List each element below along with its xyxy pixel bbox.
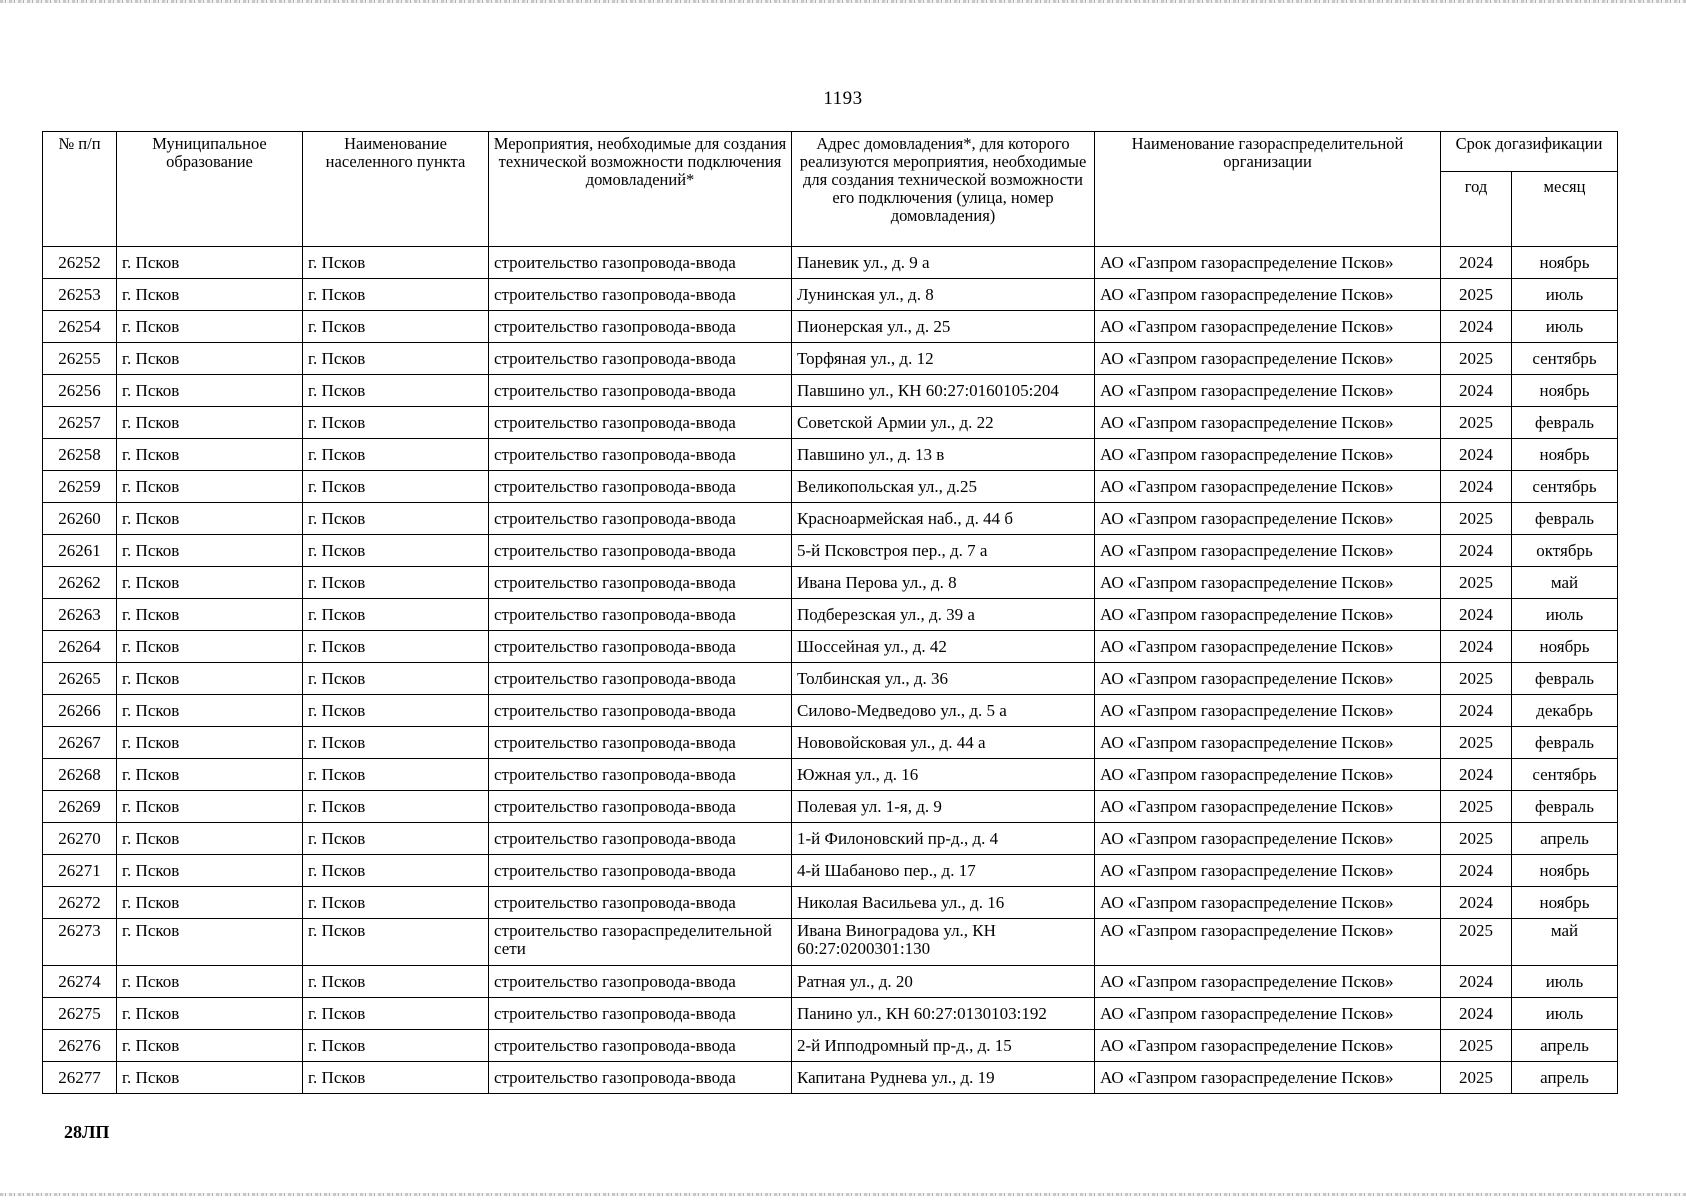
cell-year: 2024 <box>1441 966 1512 998</box>
table-body <box>43 247 1618 1094</box>
cell-month: апрель <box>1512 1030 1618 1062</box>
table-row <box>43 887 1618 919</box>
cell-month: июль <box>1512 279 1618 311</box>
cell-measure: строительство газопровода-ввода <box>489 567 792 599</box>
cell-measure: строительство газопровода-ввода <box>489 887 792 919</box>
cell-month: октябрь <box>1512 535 1618 567</box>
cell-settlement: г. Псков <box>303 503 489 535</box>
page-number: 1193 <box>823 88 863 109</box>
cell-settlement: г. Псков <box>303 998 489 1030</box>
cell-address: Капитана Руднева ул., д. 19 <box>792 1062 1095 1094</box>
cell-organization: АО «Газпром газораспределение Псков» <box>1095 343 1441 375</box>
cell-address: Подберезская ул., д. 39 а <box>792 599 1095 631</box>
cell-month: апрель <box>1512 1062 1618 1094</box>
cell-address: Ивана Виноградова ул., КН 60:27:0200301:130 <box>792 919 1095 966</box>
cell-num: 26266 <box>43 695 117 727</box>
cell-settlement: г. Псков <box>303 1062 489 1094</box>
col-header-year: год <box>1441 172 1512 247</box>
cell-organization: АО «Газпром газораспределение Псков» <box>1095 823 1441 855</box>
cell-num: 26264 <box>43 631 117 663</box>
table-row <box>43 919 1618 966</box>
cell-year: 2024 <box>1441 599 1512 631</box>
cell-settlement: г. Псков <box>303 279 489 311</box>
cell-settlement: г. Псков <box>303 727 489 759</box>
cell-year: 2024 <box>1441 535 1512 567</box>
cell-settlement: г. Псков <box>303 407 489 439</box>
cell-measure: строительство газопровода-ввода <box>489 439 792 471</box>
cell-municipality: г. Псков <box>117 471 303 503</box>
cell-municipality: г. Псков <box>117 823 303 855</box>
cell-month: февраль <box>1512 727 1618 759</box>
cell-year: 2024 <box>1441 471 1512 503</box>
cell-organization: АО «Газпром газораспределение Псков» <box>1095 998 1441 1030</box>
scan-edge-bottom <box>0 1193 1686 1196</box>
cell-address: 4-й Шабаново пер., д. 17 <box>792 855 1095 887</box>
cell-measure: строительство газопровода-ввода <box>489 535 792 567</box>
cell-municipality: г. Псков <box>117 855 303 887</box>
table-row <box>43 279 1618 311</box>
cell-settlement: г. Псков <box>303 567 489 599</box>
cell-organization: АО «Газпром газораспределение Псков» <box>1095 663 1441 695</box>
cell-year: 2025 <box>1441 663 1512 695</box>
cell-address: Шоссейная ул., д. 42 <box>792 631 1095 663</box>
cell-measure: строительство газопровода-ввода <box>489 823 792 855</box>
cell-settlement: г. Псков <box>303 823 489 855</box>
cell-address: Пионерская ул., д. 25 <box>792 311 1095 343</box>
table-row <box>43 791 1618 823</box>
table-row <box>43 343 1618 375</box>
cell-year: 2025 <box>1441 343 1512 375</box>
table-row <box>43 966 1618 998</box>
col-header-month: месяц <box>1512 172 1618 247</box>
cell-month: июль <box>1512 966 1618 998</box>
cell-organization: АО «Газпром газораспределение Псков» <box>1095 375 1441 407</box>
cell-address: 1-й Филоновский пр-д., д. 4 <box>792 823 1095 855</box>
cell-address: Ивана Перова ул., д. 8 <box>792 567 1095 599</box>
cell-organization: АО «Газпром газораспределение Псков» <box>1095 966 1441 998</box>
cell-measure: строительство газопровода-ввода <box>489 855 792 887</box>
cell-organization: АО «Газпром газораспределение Псков» <box>1095 695 1441 727</box>
cell-municipality: г. Псков <box>117 407 303 439</box>
cell-measure: строительство газопровода-ввода <box>489 247 792 279</box>
table-row <box>43 407 1618 439</box>
cell-measure: строительство газопровода-ввода <box>489 791 792 823</box>
cell-address: Лунинская ул., д. 8 <box>792 279 1095 311</box>
cell-measure: строительство газопровода-ввода <box>489 311 792 343</box>
cell-settlement: г. Псков <box>303 855 489 887</box>
cell-municipality: г. Псков <box>117 887 303 919</box>
cell-month: июль <box>1512 599 1618 631</box>
table-row <box>43 631 1618 663</box>
cell-month: июль <box>1512 311 1618 343</box>
cell-num: 26263 <box>43 599 117 631</box>
cell-num: 26275 <box>43 998 117 1030</box>
cell-num: 26270 <box>43 823 117 855</box>
cell-year: 2024 <box>1441 311 1512 343</box>
cell-year: 2025 <box>1441 727 1512 759</box>
col-header-organization: Наименование газораспределительной организации <box>1095 132 1441 247</box>
cell-organization: АО «Газпром газораспределение Псков» <box>1095 791 1441 823</box>
table-row <box>43 1030 1618 1062</box>
cell-settlement: г. Псков <box>303 343 489 375</box>
cell-settlement: г. Псков <box>303 695 489 727</box>
cell-year: 2025 <box>1441 823 1512 855</box>
table-row <box>43 535 1618 567</box>
col-header-deadline: Срок догазификации <box>1441 132 1618 172</box>
cell-year: 2025 <box>1441 567 1512 599</box>
cell-num: 26273 <box>43 919 117 966</box>
cell-measure: строительство газопровода-ввода <box>489 503 792 535</box>
cell-year: 2024 <box>1441 247 1512 279</box>
cell-measure: строительство газопровода-ввода <box>489 407 792 439</box>
cell-settlement: г. Псков <box>303 535 489 567</box>
cell-settlement: г. Псков <box>303 887 489 919</box>
cell-year: 2024 <box>1441 631 1512 663</box>
cell-num: 26274 <box>43 966 117 998</box>
cell-month: сентябрь <box>1512 471 1618 503</box>
cell-year: 2025 <box>1441 1062 1512 1094</box>
cell-month: сентябрь <box>1512 343 1618 375</box>
cell-month: декабрь <box>1512 695 1618 727</box>
cell-municipality: г. Псков <box>117 791 303 823</box>
table-row <box>43 998 1618 1030</box>
cell-municipality: г. Псков <box>117 311 303 343</box>
cell-municipality: г. Псков <box>117 375 303 407</box>
cell-num: 26262 <box>43 567 117 599</box>
cell-municipality: г. Псков <box>117 1030 303 1062</box>
cell-num: 26265 <box>43 663 117 695</box>
cell-organization: АО «Газпром газораспределение Псков» <box>1095 535 1441 567</box>
cell-settlement: г. Псков <box>303 247 489 279</box>
cell-settlement: г. Псков <box>303 759 489 791</box>
table-row <box>43 759 1618 791</box>
cell-measure: строительство газопровода-ввода <box>489 343 792 375</box>
cell-organization: АО «Газпром газораспределение Псков» <box>1095 311 1441 343</box>
cell-address: 5-й Псковстроя пер., д. 7 а <box>792 535 1095 567</box>
cell-address: Павшино ул., КН 60:27:0160105:204 <box>792 375 1095 407</box>
cell-municipality: г. Псков <box>117 631 303 663</box>
cell-measure: строительство газопровода-ввода <box>489 759 792 791</box>
cell-municipality: г. Псков <box>117 247 303 279</box>
cell-municipality: г. Псков <box>117 966 303 998</box>
cell-month: май <box>1512 919 1618 966</box>
cell-municipality: г. Псков <box>117 343 303 375</box>
cell-num: 26272 <box>43 887 117 919</box>
table-row <box>43 1062 1618 1094</box>
cell-municipality: г. Псков <box>117 599 303 631</box>
cell-address: Южная ул., д. 16 <box>792 759 1095 791</box>
cell-num: 26259 <box>43 471 117 503</box>
cell-year: 2024 <box>1441 375 1512 407</box>
cell-address: Ратная ул., д. 20 <box>792 966 1095 998</box>
cell-month: ноябрь <box>1512 631 1618 663</box>
cell-measure: строительство газопровода-ввода <box>489 1062 792 1094</box>
table-row <box>43 503 1618 535</box>
table-row <box>43 855 1618 887</box>
cell-address: Николая Васильева ул., д. 16 <box>792 887 1095 919</box>
cell-municipality: г. Псков <box>117 727 303 759</box>
cell-municipality: г. Псков <box>117 567 303 599</box>
cell-organization: АО «Газпром газораспределение Псков» <box>1095 1030 1441 1062</box>
cell-settlement: г. Псков <box>303 1030 489 1062</box>
cell-address: Полевая ул. 1-я, д. 9 <box>792 791 1095 823</box>
cell-settlement: г. Псков <box>303 966 489 998</box>
cell-year: 2025 <box>1441 1030 1512 1062</box>
cell-month: февраль <box>1512 663 1618 695</box>
cell-address: Силово-Медведово ул., д. 5 а <box>792 695 1095 727</box>
col-header-address: Адрес домовладения*, для которого реализуются мероприятия, необходимые для создания технической возможности его подключения (улица, номер домовладения) <box>792 132 1095 247</box>
cell-municipality: г. Псков <box>117 663 303 695</box>
cell-month: сентябрь <box>1512 759 1618 791</box>
scan-edge-top <box>0 0 1686 3</box>
cell-month: ноябрь <box>1512 247 1618 279</box>
col-header-municipality: Муниципальное образование <box>117 132 303 247</box>
cell-num: 26269 <box>43 791 117 823</box>
cell-month: ноябрь <box>1512 375 1618 407</box>
table-row <box>43 471 1618 503</box>
cell-settlement: г. Псков <box>303 439 489 471</box>
cell-num: 26260 <box>43 503 117 535</box>
cell-year: 2024 <box>1441 439 1512 471</box>
cell-num: 26256 <box>43 375 117 407</box>
cell-year: 2025 <box>1441 407 1512 439</box>
cell-settlement: г. Псков <box>303 311 489 343</box>
cell-measure: строительство газопровода-ввода <box>489 599 792 631</box>
cell-address: Торфяная ул., д. 12 <box>792 343 1095 375</box>
cell-num: 26261 <box>43 535 117 567</box>
cell-municipality: г. Псков <box>117 279 303 311</box>
cell-num: 26258 <box>43 439 117 471</box>
cell-address: Советской Армии ул., д. 22 <box>792 407 1095 439</box>
cell-address: Красноармейская наб., д. 44 б <box>792 503 1095 535</box>
cell-month: апрель <box>1512 823 1618 855</box>
cell-month: февраль <box>1512 407 1618 439</box>
cell-measure: строительство газопровода-ввода <box>489 966 792 998</box>
cell-num: 26277 <box>43 1062 117 1094</box>
cell-organization: АО «Газпром газораспределение Псков» <box>1095 503 1441 535</box>
cell-num: 26276 <box>43 1030 117 1062</box>
cell-num: 26257 <box>43 407 117 439</box>
cell-organization: АО «Газпром газораспределение Псков» <box>1095 631 1441 663</box>
cell-measure: строительство газопровода-ввода <box>489 727 792 759</box>
cell-organization: АО «Газпром газораспределение Псков» <box>1095 247 1441 279</box>
cell-municipality: г. Псков <box>117 503 303 535</box>
cell-year: 2024 <box>1441 998 1512 1030</box>
cell-year: 2025 <box>1441 279 1512 311</box>
table-row <box>43 247 1618 279</box>
cell-address: Паневик ул., д. 9 а <box>792 247 1095 279</box>
cell-organization: АО «Газпром газораспределение Псков» <box>1095 759 1441 791</box>
cell-municipality: г. Псков <box>117 1062 303 1094</box>
cell-settlement: г. Псков <box>303 791 489 823</box>
cell-year: 2025 <box>1441 503 1512 535</box>
cell-num: 26268 <box>43 759 117 791</box>
table-row <box>43 695 1618 727</box>
table-row <box>43 375 1618 407</box>
table-row <box>43 599 1618 631</box>
cell-measure: строительство газопровода-ввода <box>489 279 792 311</box>
cell-measure: строительство газопровода-ввода <box>489 695 792 727</box>
cell-year: 2024 <box>1441 759 1512 791</box>
cell-num: 26267 <box>43 727 117 759</box>
cell-settlement: г. Псков <box>303 375 489 407</box>
cell-organization: АО «Газпром газораспределение Псков» <box>1095 599 1441 631</box>
cell-measure: строительство газопровода-ввода <box>489 998 792 1030</box>
cell-organization: АО «Газпром газораспределение Псков» <box>1095 727 1441 759</box>
document-code: 28ЛП <box>64 1122 110 1142</box>
cell-settlement: г. Псков <box>303 919 489 966</box>
cell-municipality: г. Псков <box>117 439 303 471</box>
cell-year: 2024 <box>1441 855 1512 887</box>
cell-settlement: г. Псков <box>303 471 489 503</box>
cell-num: 26271 <box>43 855 117 887</box>
cell-measure: строительство газопровода-ввода <box>489 663 792 695</box>
cell-municipality: г. Псков <box>117 919 303 966</box>
cell-organization: АО «Газпром газораспределение Псков» <box>1095 887 1441 919</box>
cell-municipality: г. Псков <box>117 759 303 791</box>
cell-month: ноябрь <box>1512 887 1618 919</box>
table-row <box>43 727 1618 759</box>
cell-year: 2024 <box>1441 887 1512 919</box>
cell-address: Павшино ул., д. 13 в <box>792 439 1095 471</box>
cell-address: Панино ул., КН 60:27:0130103:192 <box>792 998 1095 1030</box>
cell-municipality: г. Псков <box>117 535 303 567</box>
cell-organization: АО «Газпром газораспределение Псков» <box>1095 855 1441 887</box>
cell-address: Великопольская ул., д.25 <box>792 471 1095 503</box>
cell-organization: АО «Газпром газораспределение Псков» <box>1095 439 1441 471</box>
cell-address: 2-й Ипподромный пр-д., д. 15 <box>792 1030 1095 1062</box>
cell-settlement: г. Псков <box>303 631 489 663</box>
cell-organization: АО «Газпром газораспределение Псков» <box>1095 279 1441 311</box>
table-row <box>43 663 1618 695</box>
cell-measure: строительство газопровода-ввода <box>489 375 792 407</box>
cell-settlement: г. Псков <box>303 599 489 631</box>
table-header <box>43 132 1618 247</box>
table-row <box>43 439 1618 471</box>
cell-address: Толбинская ул., д. 36 <box>792 663 1095 695</box>
cell-month: июль <box>1512 998 1618 1030</box>
col-header-num: № п/п <box>43 132 117 247</box>
table-row <box>43 823 1618 855</box>
cell-month: май <box>1512 567 1618 599</box>
cell-measure: строительство газопровода-ввода <box>489 471 792 503</box>
cell-year: 2024 <box>1441 695 1512 727</box>
cell-num: 26254 <box>43 311 117 343</box>
gasification-table <box>42 131 1618 1094</box>
table-row <box>43 567 1618 599</box>
cell-num: 26252 <box>43 247 117 279</box>
col-header-settlement: Наименование населенного пункта <box>303 132 489 247</box>
cell-organization: АО «Газпром газораспределение Псков» <box>1095 471 1441 503</box>
cell-measure: строительство газораспределительной сети <box>489 919 792 966</box>
cell-month: февраль <box>1512 503 1618 535</box>
cell-municipality: г. Псков <box>117 695 303 727</box>
cell-num: 26253 <box>43 279 117 311</box>
cell-month: ноябрь <box>1512 439 1618 471</box>
col-header-measures: Мероприятия, необходимые для создания технической возможности подключения домовладений* <box>489 132 792 247</box>
cell-organization: АО «Газпром газораспределение Псков» <box>1095 1062 1441 1094</box>
cell-month: февраль <box>1512 791 1618 823</box>
cell-address: Нововойсковая ул., д. 44 а <box>792 727 1095 759</box>
cell-year: 2025 <box>1441 919 1512 966</box>
cell-month: ноябрь <box>1512 855 1618 887</box>
cell-municipality: г. Псков <box>117 998 303 1030</box>
cell-measure: строительство газопровода-ввода <box>489 1030 792 1062</box>
cell-num: 26255 <box>43 343 117 375</box>
header-row <box>43 132 1618 172</box>
cell-organization: АО «Газпром газораспределение Псков» <box>1095 567 1441 599</box>
cell-measure: строительство газопровода-ввода <box>489 631 792 663</box>
table-row <box>43 311 1618 343</box>
cell-year: 2025 <box>1441 791 1512 823</box>
cell-organization: АО «Газпром газораспределение Псков» <box>1095 407 1441 439</box>
cell-settlement: г. Псков <box>303 663 489 695</box>
cell-organization: АО «Газпром газораспределение Псков» <box>1095 919 1441 966</box>
